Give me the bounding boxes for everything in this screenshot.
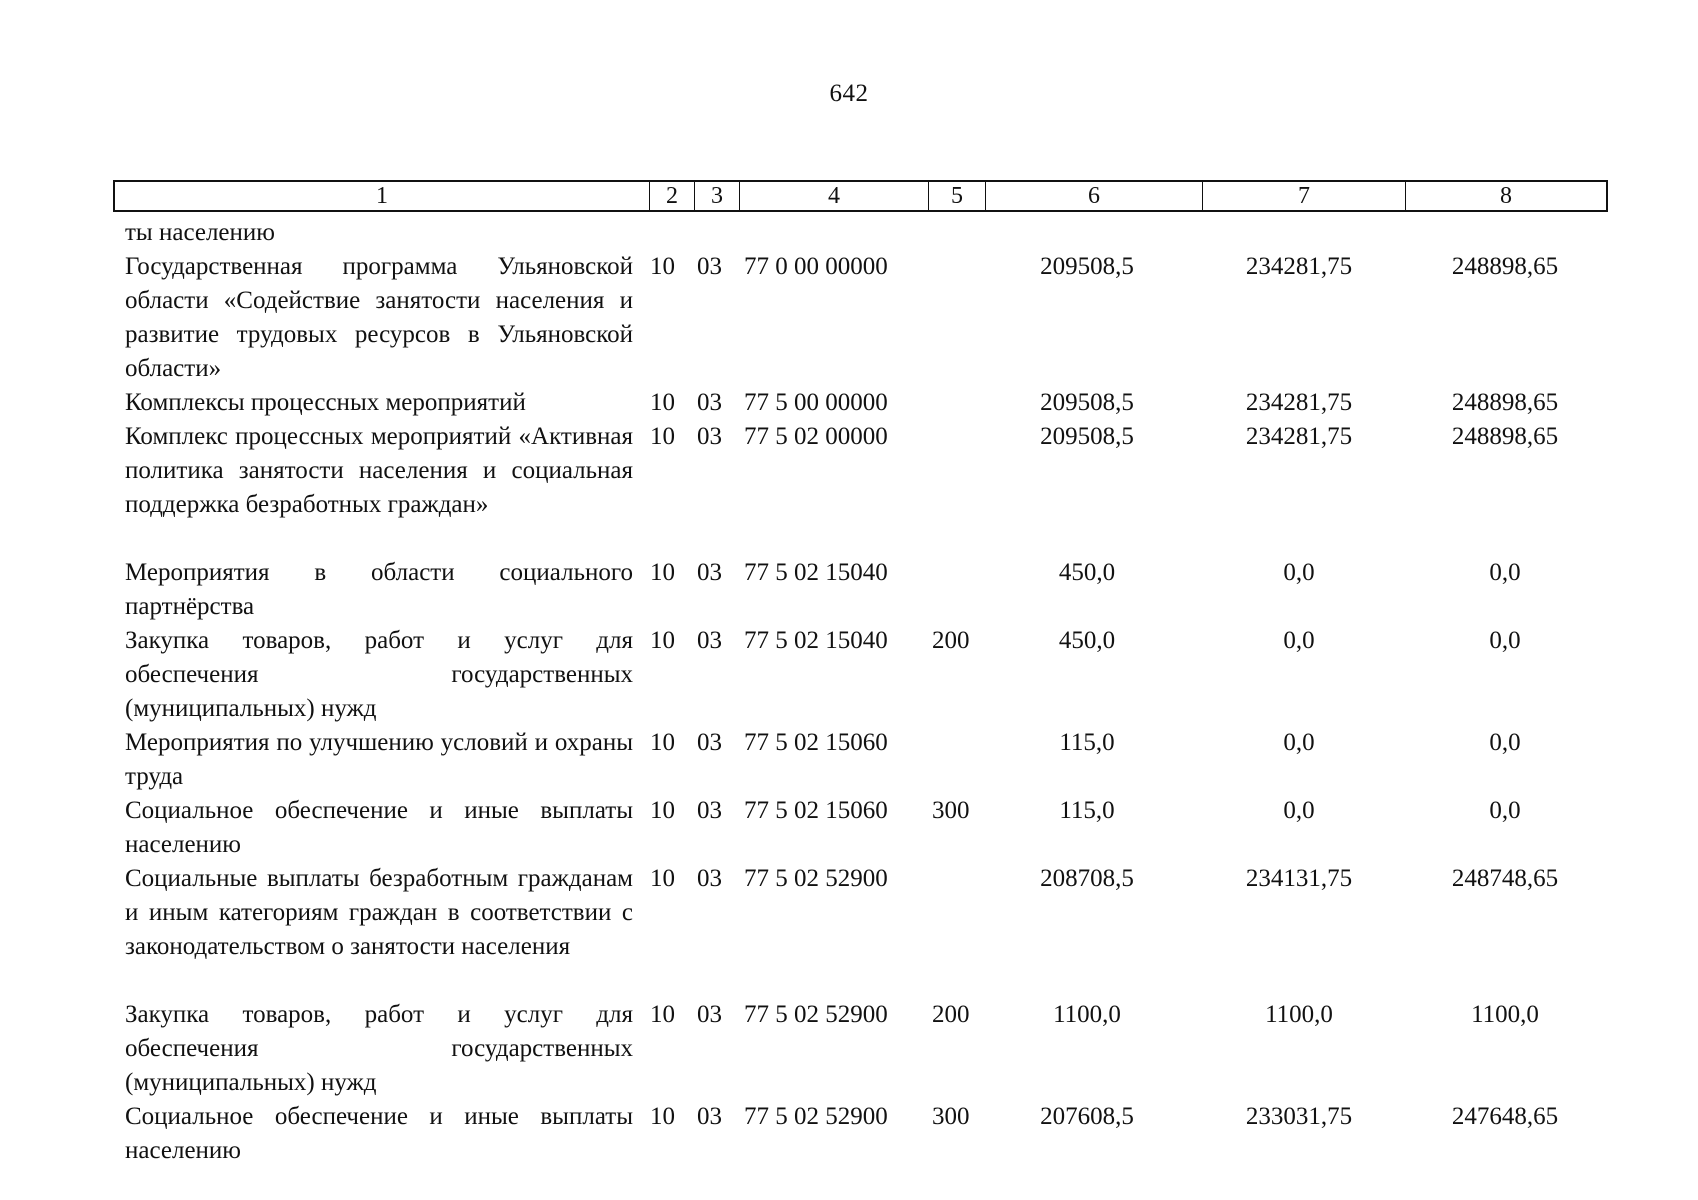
row-target-code: 77 5 02 15040 [744, 627, 888, 654]
row-expense-type: 300 [932, 797, 970, 824]
row-value-6: 208708,5 [1040, 865, 1134, 892]
row-name: Мероприятия в области социального партнёрства [125, 559, 633, 620]
table-row [0, 998, 1698, 1100]
row-target-code: 77 5 02 52900 [744, 865, 888, 892]
row-name: Государственная программа Ульяновской области «Содействие занятости населения и развитие трудовых ресурсов в Ульяновской области» [125, 253, 633, 382]
header-col-3: 3 [695, 182, 740, 210]
header-col-4: 4 [740, 182, 929, 210]
row-name: Социальные выплаты безработным гражданам и иным категориям граждан в соответствии с законодательством о занятости населения [125, 865, 633, 960]
row-target-code: 77 0 00 00000 [744, 253, 888, 280]
row-value-6: 207608,5 [1040, 1103, 1134, 1130]
row-value-7: 0,0 [1283, 797, 1315, 824]
row-value-7: 1100,0 [1265, 1001, 1333, 1028]
table-header [113, 180, 1608, 212]
row-value-7: 234131,75 [1245, 865, 1353, 892]
row-value-8: 248898,65 [1451, 389, 1559, 416]
row-value-8: 0,0 [1489, 729, 1521, 756]
table-row [0, 250, 1698, 386]
row-name: Закупка товаров, работ и услуг для обеспечения государственных (муниципальных) нужд [125, 1001, 633, 1096]
table-row [0, 1100, 1698, 1168]
header-col-1: 1 [115, 182, 650, 210]
header-col-7: 7 [1203, 182, 1406, 210]
table-row [0, 726, 1698, 794]
row-value-6: 115,0 [1059, 729, 1115, 756]
table-row [0, 420, 1698, 556]
row-target-code: 77 5 00 00000 [744, 389, 888, 416]
row-value-8: 248898,65 [1451, 253, 1559, 280]
table-row [0, 794, 1698, 862]
row-value-6: 450,0 [1058, 559, 1116, 586]
row-value-7: 0,0 [1283, 627, 1315, 654]
row-value-6: 115,0 [1059, 797, 1115, 824]
row-value-8: 0,0 [1489, 627, 1521, 654]
row-section: 10 [650, 559, 675, 586]
header-col-8: 8 [1500, 183, 1512, 209]
header-col-6: 6 [986, 182, 1203, 210]
row-section: 10 [650, 423, 675, 450]
row-value-7: 234281,75 [1245, 423, 1353, 450]
row-value-6: 1100,0 [1053, 1001, 1121, 1028]
row-section: 10 [650, 729, 675, 756]
row-section: 10 [650, 627, 675, 654]
row-value-7: 0,0 [1283, 559, 1315, 586]
page-number: 642 [829, 80, 869, 107]
continuation-text: ты населению [125, 219, 275, 246]
row-subsection: 03 [697, 797, 722, 824]
header-col-2: 2 [650, 182, 695, 210]
row-value-6: 209508,5 [1040, 423, 1134, 450]
table-row [0, 862, 1698, 998]
row-value-8: 248898,65 [1451, 423, 1559, 450]
row-value-6: 209508,5 [1040, 389, 1134, 416]
row-section: 10 [650, 865, 675, 892]
row-subsection: 03 [697, 423, 722, 450]
row-target-code: 77 5 02 52900 [744, 1103, 888, 1130]
row-name: Комплекс процессных мероприятий «Активная политика занятости населения и социальная поддержка безработных граждан» [125, 423, 633, 518]
row-target-code: 77 5 02 00000 [744, 423, 888, 450]
row-value-7: 234281,75 [1245, 389, 1353, 416]
row-subsection: 03 [697, 729, 722, 756]
row-target-code: 77 5 02 15040 [744, 559, 888, 586]
row-value-8: 1100,0 [1471, 1001, 1539, 1028]
row-value-8: 0,0 [1489, 559, 1521, 586]
row-subsection: 03 [697, 1001, 722, 1028]
row-value-7: 234281,75 [1245, 253, 1353, 280]
row-section: 10 [650, 389, 675, 416]
row-value-6: 209508,5 [1040, 253, 1134, 280]
row-subsection: 03 [697, 1103, 722, 1130]
table-row [0, 556, 1698, 624]
table-row [0, 624, 1698, 726]
row-expense-type: 200 [932, 627, 970, 654]
row-target-code: 77 5 02 52900 [744, 1001, 888, 1028]
row-name: Комплексы процессных мероприятий [125, 389, 526, 416]
row-expense-type: 300 [932, 1103, 970, 1130]
row-subsection: 03 [697, 389, 722, 416]
row-name: Мероприятия по улучшению условий и охраны труда [125, 729, 633, 790]
table-row [0, 386, 1698, 420]
row-section: 10 [650, 253, 675, 280]
row-name: Закупка товаров, работ и услуг для обеспечения государственных (муниципальных) нужд [125, 627, 633, 722]
row-subsection: 03 [697, 865, 722, 892]
row-subsection: 03 [697, 559, 722, 586]
row-section: 10 [650, 797, 675, 824]
row-target-code: 77 5 02 15060 [744, 797, 888, 824]
row-expense-type: 200 [932, 1001, 970, 1028]
row-value-8: 248748,65 [1451, 865, 1559, 892]
header-col-5: 5 [929, 182, 986, 210]
row-target-code: 77 5 02 15060 [744, 729, 888, 756]
table-body [0, 216, 1698, 1168]
continuation-row [0, 216, 1698, 250]
row-subsection: 03 [697, 627, 722, 654]
row-section: 10 [650, 1001, 675, 1028]
row-value-8: 0,0 [1489, 797, 1521, 824]
row-name: Социальное обеспечение и иные выплаты населению [125, 797, 633, 858]
row-name: Социальное обеспечение и иные выплаты населению [125, 1103, 633, 1164]
row-value-7: 233031,75 [1245, 1103, 1353, 1130]
row-value-7: 0,0 [1283, 729, 1315, 756]
row-value-6: 450,0 [1058, 627, 1116, 654]
row-value-8: 247648,65 [1451, 1103, 1559, 1130]
row-subsection: 03 [697, 253, 722, 280]
row-section: 10 [650, 1103, 675, 1130]
